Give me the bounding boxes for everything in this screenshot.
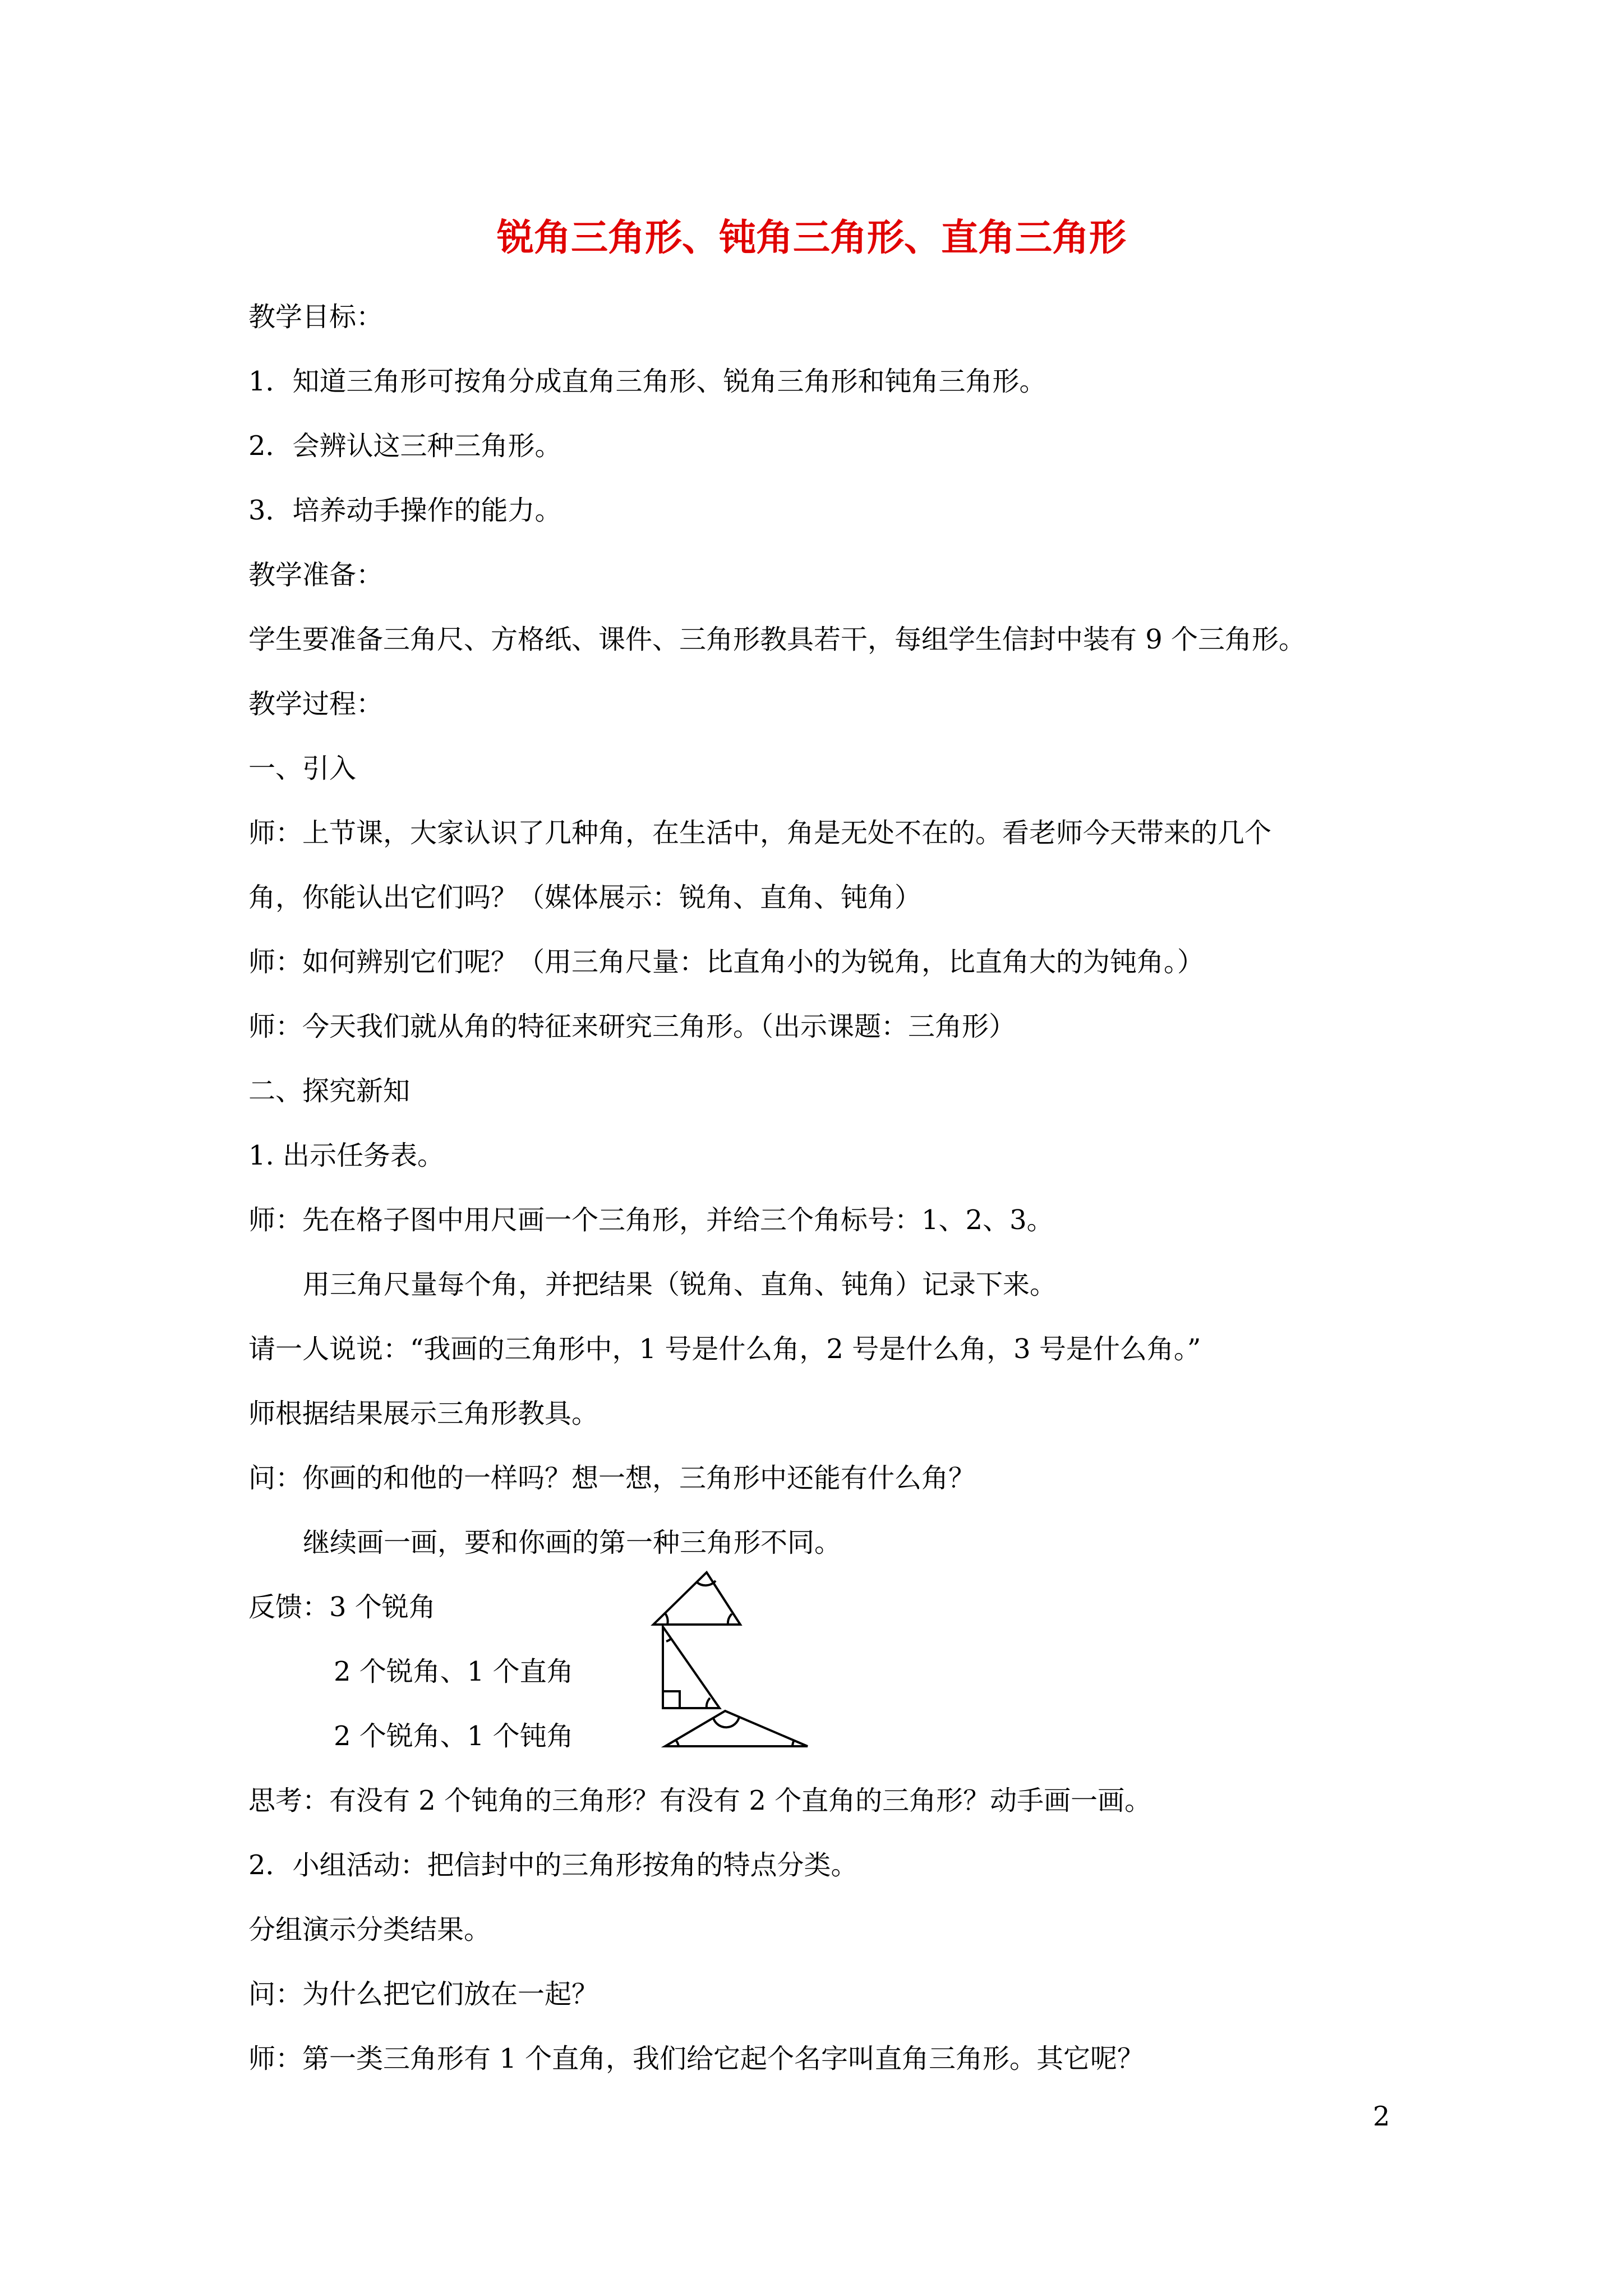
paragraph-line: 师：先在格子图中用尺画一个三角形，并给三个角标号：1、2、3。 bbox=[248, 1204, 1054, 1236]
paragraph-line: 师：上节课，大家认识了几种角，在生活中，角是无处不在的。看老师今天带来的几个 bbox=[248, 817, 1272, 849]
right-triangle-figure bbox=[663, 1627, 720, 1708]
paragraph-line: 2．小组活动：把信封中的三角形按角的特点分类。 bbox=[248, 1849, 858, 1881]
objective-1: 1．知道三角形可按角分成直角三角形、锐角三角形和钝角三角形。 bbox=[248, 366, 1046, 397]
paragraph-line: 师：今天我们就从角的特征来研究三角形。（出示课题：三角形） bbox=[248, 1011, 1016, 1042]
feedback-line: 2 个锐角、1 个直角 bbox=[334, 1656, 574, 1687]
acute-triangle-figure bbox=[653, 1572, 740, 1625]
paragraph-line: 角，你能认出它们吗？（媒体展示：锐角、直角、钝角） bbox=[248, 882, 922, 913]
heading-objectives: 教学目标： bbox=[248, 301, 384, 333]
paragraph-line: 问：你画的和他的一样吗？想一想，三角形中还能有什么角？ bbox=[248, 1462, 976, 1494]
paragraph-line: 思考：有没有 2 个钝角的三角形？有没有 2 个直角的三角形？动手画一画。 bbox=[248, 1785, 1152, 1816]
paragraph-line: 分组演示分类结果。 bbox=[248, 1914, 491, 1945]
paragraph-line: 师：第一类三角形有 1 个直角，我们给它起个名字叫直角三角形。其它呢？ bbox=[248, 2043, 1145, 2074]
obtuse-triangle-figure bbox=[665, 1711, 808, 1746]
paragraph-line: 继续画一画，要和你画的第一种三角形不同。 bbox=[303, 1527, 842, 1558]
feedback-line: 2 个锐角、1 个钝角 bbox=[334, 1720, 574, 1752]
paragraph-line: 用三角尺量每个角，并把结果（锐角、直角、钝角）记录下来。 bbox=[303, 1269, 1057, 1300]
paragraph-line: 请一人说说：“我画的三角形中，1 号是什么角，2 号是什么角，3 号是什么角。” bbox=[248, 1333, 1201, 1365]
page-title: 锐角三角形、钝角三角形、直角三角形 bbox=[497, 215, 1126, 259]
page-number: 2 bbox=[1373, 2101, 1390, 2132]
heading-preparation: 教学准备： bbox=[248, 559, 384, 591]
paragraph-line: 师根据结果展示三角形教具。 bbox=[248, 1398, 599, 1429]
paragraph-line: 师：如何辨别它们呢？（用三角尺量：比直角小的为锐角，比直角大的为钝角。） bbox=[248, 946, 1205, 978]
objective-2: 2．会辨认这三种三角形。 bbox=[248, 430, 562, 462]
section-explore: 二、探究新知 bbox=[248, 1075, 411, 1107]
section-intro: 一、引入 bbox=[248, 753, 357, 784]
heading-process: 教学过程： bbox=[248, 688, 384, 720]
objective-3: 3．培养动手操作的能力。 bbox=[248, 495, 562, 526]
paragraph-line: 问：为什么把它们放在一起？ bbox=[248, 1978, 599, 2010]
preparation-text: 学生要准备三角尺、方格纸、课件、三角形教具若干，每组学生信封中装有 9 个三角形。 bbox=[248, 624, 1306, 655]
paragraph-line: 1. 出示任务表。 bbox=[248, 1140, 445, 1171]
feedback-line: 反馈：3 个锐角 bbox=[248, 1591, 436, 1623]
